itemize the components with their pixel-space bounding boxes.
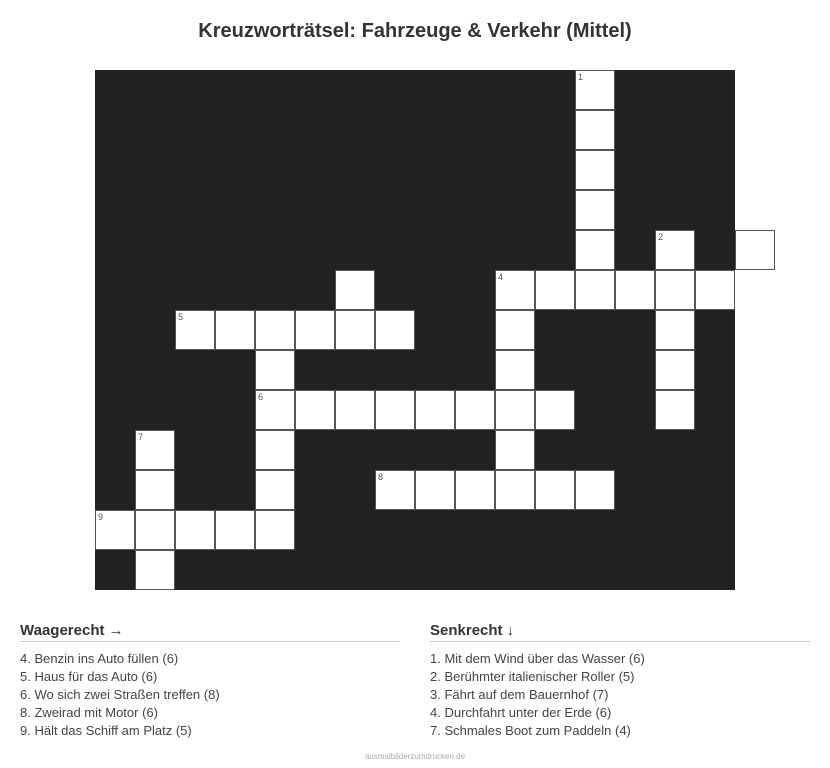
grid-cell[interactable]: [295, 310, 335, 350]
grid-cell[interactable]: [95, 510, 135, 550]
clue-number: 5: [178, 312, 184, 322]
down-clue: 1. Mit dem Wind über das Wasser (6): [430, 651, 645, 666]
across-clue: 8. Zweirad mit Motor (6): [20, 705, 158, 720]
grid-cell[interactable]: [135, 430, 175, 470]
grid-cell[interactable]: [575, 230, 615, 270]
grid-cell[interactable]: [575, 150, 615, 190]
grid-cell[interactable]: [535, 470, 575, 510]
across-heading: [20, 622, 400, 642]
grid-cell[interactable]: [335, 270, 375, 310]
across-clue: 5. Haus für das Auto (6): [20, 669, 158, 684]
grid-cell[interactable]: [255, 350, 295, 390]
down-clues-section: [430, 622, 810, 740]
grid-cell[interactable]: [535, 270, 575, 310]
grid-cell[interactable]: [215, 510, 255, 550]
grid-cell[interactable]: [615, 270, 655, 310]
down-clue-list: [430, 650, 810, 740]
grid-cell[interactable]: [695, 270, 735, 310]
grid-cell[interactable]: [495, 310, 535, 350]
grid-cell[interactable]: [255, 390, 295, 430]
across-clue: 9. Hält das Schiff am Platz (5): [20, 723, 192, 738]
grid-cell[interactable]: [215, 310, 255, 350]
grid-cell[interactable]: [255, 470, 295, 510]
grid-cell[interactable]: [575, 70, 615, 110]
across-clue: 6. Wo sich zwei Straßen treffen (8): [20, 687, 220, 702]
clue-number: 7: [138, 432, 144, 442]
grid-cell[interactable]: [135, 510, 175, 550]
grid-cell[interactable]: [175, 310, 215, 350]
page-title: Kreuzworträtsel: Fahrzeuge & Verkehr (Mittel): [198, 20, 632, 42]
clue-number: 1: [578, 72, 584, 82]
grid-cell[interactable]: [575, 190, 615, 230]
across-clue-list: [20, 650, 400, 740]
grid-cell[interactable]: [135, 550, 175, 590]
grid-cell[interactable]: [655, 310, 695, 350]
grid-cell[interactable]: [575, 110, 615, 150]
grid-cell[interactable]: [335, 390, 375, 430]
grid-cell[interactable]: [255, 510, 295, 550]
grid-cell[interactable]: [375, 390, 415, 430]
grid-cell[interactable]: [135, 470, 175, 510]
clue-number: 2: [658, 232, 664, 242]
clue-number: 6: [258, 392, 264, 402]
grid-cell[interactable]: [375, 470, 415, 510]
grid-cell[interactable]: [455, 390, 495, 430]
grid-cell[interactable]: [415, 470, 455, 510]
across-clue: 4. Benzin ins Auto füllen (6): [20, 651, 179, 666]
grid-cell[interactable]: [495, 350, 535, 390]
grid-cell[interactable]: [535, 390, 575, 430]
down-clue: 2. Berühmter italienischer Roller (5): [430, 669, 635, 684]
grid-cell[interactable]: [295, 390, 335, 430]
grid-cell[interactable]: [655, 230, 695, 270]
grid-cell[interactable]: [735, 230, 775, 270]
crossword-grid: [95, 70, 735, 590]
grid-cell[interactable]: [255, 310, 295, 350]
down-heading: [430, 622, 810, 642]
down-clue: 3. Fährt auf dem Bauernhof (7): [430, 687, 609, 702]
grid-cell[interactable]: [335, 310, 375, 350]
arrow-down-icon: ↓: [506, 622, 515, 639]
grid-cell[interactable]: [455, 470, 495, 510]
grid-cell[interactable]: [415, 390, 455, 430]
grid-cell[interactable]: [375, 310, 415, 350]
down-clue: 4. Durchfahrt unter der Erde (6): [430, 705, 612, 720]
grid-cell[interactable]: [575, 270, 615, 310]
clue-number: 4: [498, 272, 504, 282]
clue-number: 8: [378, 472, 384, 482]
grid-cell[interactable]: [575, 470, 615, 510]
grid-cell[interactable]: [495, 270, 535, 310]
across-clues-section: [20, 622, 400, 740]
clue-number: 9: [98, 512, 104, 522]
grid-cell[interactable]: [495, 470, 535, 510]
grid-cell[interactable]: [655, 270, 695, 310]
grid-cell[interactable]: [175, 510, 215, 550]
grid-cell[interactable]: [655, 390, 695, 430]
grid-cell[interactable]: [255, 430, 295, 470]
grid-cell[interactable]: [495, 430, 535, 470]
down-heading-label: Senkrecht: [430, 622, 503, 639]
across-heading-label: Waagerecht: [20, 622, 105, 639]
grid-cell[interactable]: [495, 390, 535, 430]
grid-cell[interactable]: [655, 350, 695, 390]
down-clue: 7. Schmales Boot zum Paddeln (4): [430, 723, 631, 738]
footer-credit: ausmalbilderzumdrucken.de: [364, 752, 466, 761]
arrow-right-icon: →: [108, 622, 124, 639]
